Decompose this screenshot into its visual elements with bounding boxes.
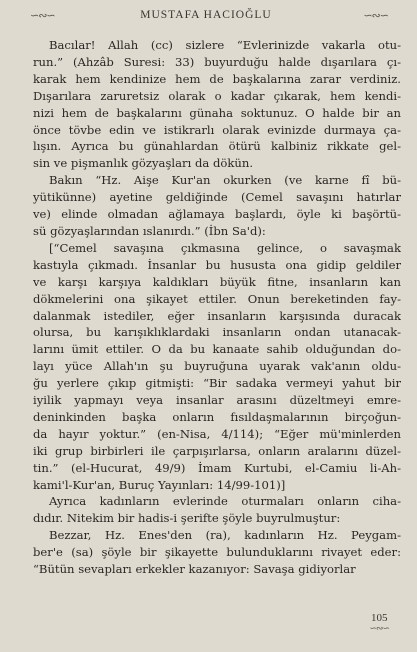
- text-line: karak hem kendinize hem de başkalarına zarar verdiniz.: [33, 71, 401, 86]
- text-line: Bezzar, Hz. Enes'den (ra), kadınların Hz. Peygam-: [49, 528, 401, 543]
- footer-ornament-icon: ∽∾∽: [369, 624, 389, 634]
- text-line: kastıyla çıkmadı. İnsanlar bu hususta ona gidip geldiler: [33, 257, 401, 272]
- text-line: iki grup birbirleri ile çarpışırlarsa, onların aralarını düzel-: [33, 443, 401, 458]
- text-line: tin.” (el-Hucurat, 49/9) İmam Kurtubi, el-Camiu li-Ah-: [33, 460, 401, 475]
- right-ornament-icon: ∽∾∽: [363, 9, 388, 22]
- paragraph: [33, 172, 401, 240]
- header-title: MUSTAFA HACIOĞLU: [140, 9, 272, 21]
- text-line: dalanmak istediler, eğer insanların karşısında duracak: [33, 308, 401, 323]
- text-line: Ayrıca kadınların evlerinde oturmaları onların ciha-: [49, 494, 401, 509]
- paragraph: [33, 527, 401, 578]
- text-line: sin ve pişmanlık gözyaşları da dökün.: [33, 156, 254, 171]
- text-line: run.” (Ahzâb Suresi: 33) buyurduğu halde dışarılara çı-: [33, 54, 401, 69]
- text-line: Dışarılara zaruretsiz olarak o kadar çıkarak, hem kendi-: [33, 88, 401, 103]
- text-line: kami'l-Kur'an, Buruç Yayınları: 14/99-101)]: [33, 477, 286, 492]
- left-ornament-icon: ∽∾∽: [30, 9, 55, 22]
- text-line: ber'e (sa) şöyle bir şikayette bulunduklarını rivayet eder:: [33, 545, 401, 560]
- text-line: nizi hem de başkalarını günaha soktunuz. O halde bir an: [33, 105, 401, 120]
- text-line: ğu yerlere çıkıp gitmişti: “Bir sadaka vermeyi yahut bir: [33, 376, 401, 391]
- text-line: Bakın “Hz. Aişe Kur'an okurken (ve karne fî bü-: [49, 173, 401, 188]
- paragraph: [33, 240, 401, 494]
- text-line: iyilik yapmayı veya insanlar arasını düzeltmeyi emre-: [33, 393, 401, 408]
- text-line: ve karşı karşıya kaldıkları büyük fitne, insanların kan: [33, 274, 401, 289]
- text-line: ve) elinde olmadan ağlamaya başlardı, öyle ki başörtü-: [33, 207, 401, 222]
- text-line: “Bütün sevapları erkekler kazanıyor: Savaşa gidiyorlar: [33, 562, 356, 577]
- text-line: da hayır yoktur.” (en-Nisa, 4/114); “Eğer mü'minlerden: [33, 426, 401, 441]
- text-line: [“Cemel savaşına çıkmasına gelince, o savaşmak: [49, 240, 401, 255]
- text-line: sü gözyaşlarından ıslanırdı.” (İbn Sa'd):: [33, 223, 266, 238]
- text-line: dıdır. Nitekim bir hadis-i şerifte şöyle buyrulmuştur:: [33, 511, 341, 526]
- paragraph: [33, 37, 401, 172]
- text-line: yütikünne) ayetine geldiğinde (Cemel savaşını hatırlar: [33, 190, 401, 205]
- text-line: deninkinden başka onların fısıldaşmalarının birçoğun-: [33, 409, 401, 424]
- text-line: larını ümit ettiler. O da bu kanaate sahib olduğundan do-: [33, 342, 401, 357]
- text-line: önce tövbe edin ve istikrarlı olarak evinizde durmaya ça-: [33, 122, 401, 137]
- text-line: dökmelerini ona şikayet ettiler. Onun bereketinden fay-: [33, 291, 401, 306]
- body-text: [33, 37, 401, 578]
- text-line: olursa, bu karışıklıklardaki insanların ondan utanacak-: [33, 325, 401, 340]
- text-line: Bacılar! Allah (cc) sizlere “Evlerinizde vakarla otu-: [49, 38, 401, 52]
- text-line: layı yüce Allah'ın şu buyruğuna uyarak vak'anın oldu-: [33, 359, 401, 374]
- page-footer: [369, 612, 389, 634]
- text-line: lışın. Ayrıca bu günahlardan ötürü kalbiniz rikkate gel-: [33, 139, 401, 154]
- running-header: [20, 6, 392, 24]
- page-number: 105: [370, 612, 388, 624]
- paragraph: [33, 493, 401, 527]
